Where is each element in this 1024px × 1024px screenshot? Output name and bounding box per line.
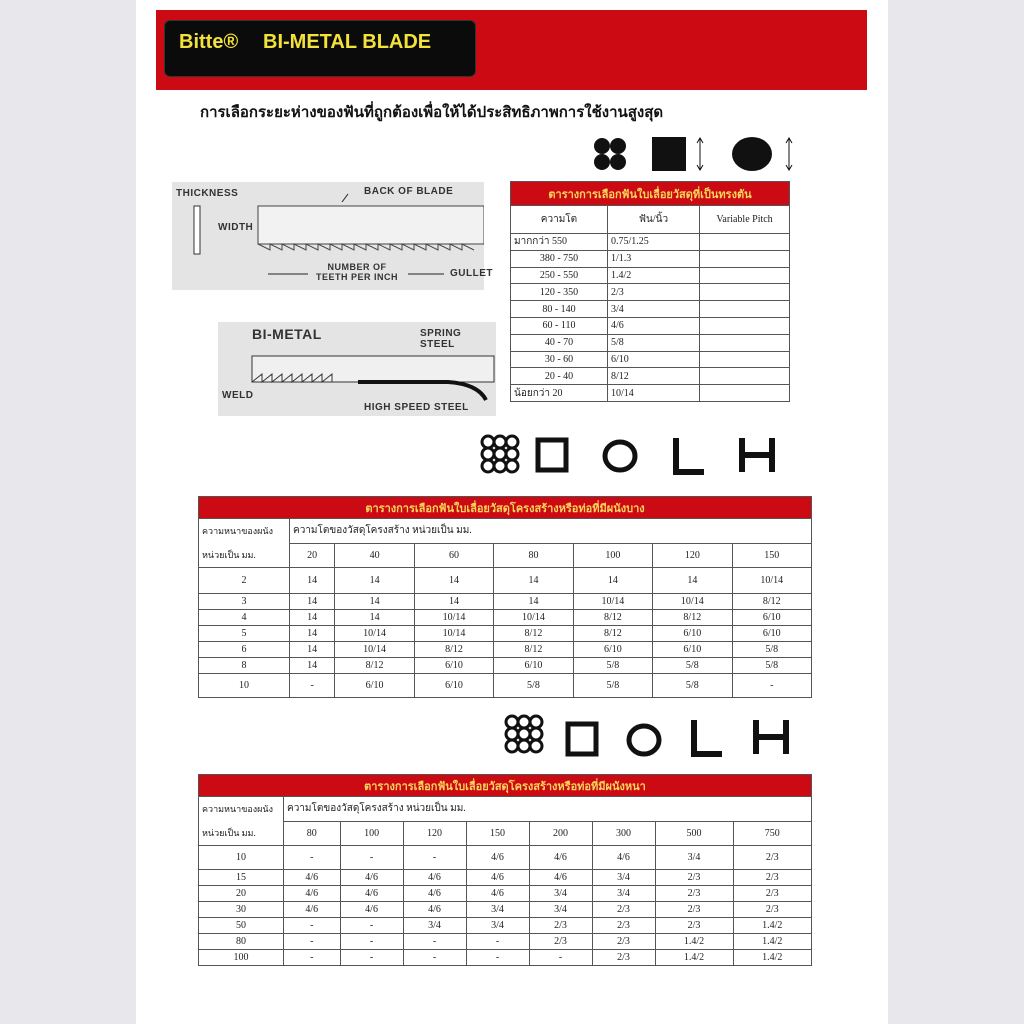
tpi-cell: 5/8 bbox=[653, 658, 732, 674]
tpi-cell: - bbox=[284, 934, 341, 950]
column-header: 150 bbox=[466, 821, 529, 846]
tpi-cell: 14 bbox=[335, 594, 414, 610]
solid-material-table bbox=[510, 181, 790, 402]
column-header: 100 bbox=[573, 543, 652, 568]
page-subtitle: การเลือกระยะห่างของฟันที่ถูกต้องเพื่อให้ได้ประสิทธิภาพการใช้งานสูงสุด bbox=[200, 103, 664, 121]
tpi-cell: 3/4 bbox=[403, 918, 466, 934]
tpi-cell: 2/3 bbox=[592, 950, 655, 966]
tpi-cell: - bbox=[284, 950, 341, 966]
tpi-cell: 6/10 bbox=[414, 674, 493, 698]
tpi-cell: 14 bbox=[414, 594, 493, 610]
table3-row-header-line1: ความหนาของผนัง bbox=[202, 804, 273, 814]
weld-label: WELD bbox=[222, 390, 254, 401]
tpi-cell: 2/3 bbox=[655, 886, 733, 902]
width-label: WIDTH bbox=[218, 222, 254, 233]
tpi-cell: 2/3 bbox=[733, 902, 811, 918]
tpi-cell: 4/6 bbox=[608, 317, 700, 334]
table1-row bbox=[511, 250, 790, 267]
wall-thickness-cell: 20 bbox=[199, 886, 284, 902]
tpi-cell: 4/6 bbox=[466, 870, 529, 886]
tpi-cell: 3/4 bbox=[529, 902, 592, 918]
tpi-cell: 14 bbox=[290, 626, 335, 642]
size-cell: 380 - 750 bbox=[511, 250, 608, 267]
size-cell: น้อยกว่า 20 bbox=[511, 385, 608, 402]
tpi-cell: 2/3 bbox=[733, 870, 811, 886]
table3-row bbox=[199, 870, 812, 886]
structural-profile-icons-1 bbox=[480, 434, 812, 488]
column-header: 40 bbox=[335, 543, 414, 568]
variable-pitch-cell bbox=[700, 250, 790, 267]
table2-group-header: ความโตของวัสดุโครงสร้าง หน่วยเป็น มม. bbox=[290, 519, 812, 544]
tpi-cell: 10/14 bbox=[335, 626, 414, 642]
table2-row bbox=[199, 568, 812, 594]
size-cell: 40 - 70 bbox=[511, 334, 608, 351]
table2-row-header-line2: หน่วยเป็น มม. bbox=[202, 550, 256, 560]
table1-row bbox=[511, 301, 790, 318]
column-header: 500 bbox=[655, 821, 733, 846]
table3-row bbox=[199, 950, 812, 966]
tpi-cell: 10/14 bbox=[573, 594, 652, 610]
variable-pitch-cell bbox=[700, 267, 790, 284]
variable-pitch-cell bbox=[700, 334, 790, 351]
tpi-cell: 3/4 bbox=[592, 886, 655, 902]
tpi-cell: - bbox=[403, 846, 466, 870]
tpi-cell: 1.4/2 bbox=[733, 918, 811, 934]
tpi-cell: 8/12 bbox=[732, 594, 811, 610]
tpi-cell: 6/10 bbox=[732, 626, 811, 642]
tpi-cell: 14 bbox=[494, 568, 573, 594]
square-tube-icon bbox=[568, 724, 596, 754]
tpi-cell: 2/3 bbox=[655, 918, 733, 934]
round-bar-icon bbox=[732, 137, 772, 171]
tpi-cell: 5/8 bbox=[608, 334, 700, 351]
table1-row bbox=[511, 234, 790, 251]
tpi-cell: 1.4/2 bbox=[655, 950, 733, 966]
solid-material-icons bbox=[592, 134, 812, 174]
table2-row bbox=[199, 658, 812, 674]
tpi-cell: 4/6 bbox=[403, 886, 466, 902]
tpi-cell: 4/6 bbox=[284, 902, 341, 918]
tpi-cell: 10/14 bbox=[494, 610, 573, 626]
wall-thickness-cell: 4 bbox=[199, 610, 290, 626]
tpi-cell: - bbox=[403, 950, 466, 966]
tpi-cell: 3/4 bbox=[655, 846, 733, 870]
gullet-label: GULLET bbox=[450, 268, 493, 279]
variable-pitch-cell bbox=[700, 351, 790, 368]
wall-thickness-cell: 6 bbox=[199, 642, 290, 658]
table1-row bbox=[511, 351, 790, 368]
table2-row bbox=[199, 642, 812, 658]
h-beam-icon bbox=[742, 438, 772, 472]
tpi-cell: 14 bbox=[290, 642, 335, 658]
wall-thickness-cell: 10 bbox=[199, 846, 284, 870]
tpi-cell: - bbox=[466, 934, 529, 950]
tpi-cell: 4/6 bbox=[466, 886, 529, 902]
tpi-cell: 8/12 bbox=[653, 610, 732, 626]
column-header: 20 bbox=[290, 543, 335, 568]
tpi-cell: 4/6 bbox=[466, 846, 529, 870]
tpi-cell: 1/1.3 bbox=[608, 250, 700, 267]
wall-thickness-cell: 8 bbox=[199, 658, 290, 674]
table1-row bbox=[511, 317, 790, 334]
tpi-cell: 5/8 bbox=[732, 658, 811, 674]
tpi-cell: 14 bbox=[290, 568, 335, 594]
thin-wall-table bbox=[198, 496, 812, 698]
tpi-cell: 4/6 bbox=[529, 870, 592, 886]
tpi-cell: 4/6 bbox=[529, 846, 592, 870]
tpi-cell: 6/10 bbox=[732, 610, 811, 626]
tpi-cell: 2/3 bbox=[655, 902, 733, 918]
tpi-cell: 1.4/2 bbox=[608, 267, 700, 284]
tpi-cell: 2/3 bbox=[592, 902, 655, 918]
angle-profile-icon bbox=[676, 438, 704, 472]
round-tube-icon bbox=[605, 442, 635, 470]
tpi-cell: - bbox=[732, 674, 811, 698]
bimetal-construction-diagram bbox=[218, 322, 496, 416]
tpi-cell: 2/3 bbox=[655, 870, 733, 886]
size-cell: 30 - 60 bbox=[511, 351, 608, 368]
brand-name: Bitte® bbox=[179, 31, 239, 53]
tpi-cell: 6/10 bbox=[335, 674, 414, 698]
variable-pitch-cell bbox=[700, 284, 790, 301]
square-bar-icon bbox=[652, 137, 686, 171]
tpi-cell: 4/6 bbox=[403, 902, 466, 918]
tpi-cell: 14 bbox=[653, 568, 732, 594]
blade-profile-drawing bbox=[172, 182, 484, 290]
tpi-cell: 6/10 bbox=[653, 642, 732, 658]
product-title: BI-METAL BLADE bbox=[263, 31, 432, 53]
column-header: 120 bbox=[653, 543, 732, 568]
table2-column-headers bbox=[199, 543, 812, 568]
size-cell: 20 - 40 bbox=[511, 368, 608, 385]
column-header: 300 bbox=[592, 821, 655, 846]
teeth-per-inch-label: NUMBER OF TEETH PER INCH bbox=[315, 262, 398, 282]
tpi-cell: 5/8 bbox=[653, 674, 732, 698]
tpi-cell: 6/10 bbox=[494, 658, 573, 674]
high-speed-steel-label: HIGH SPEED STEEL bbox=[364, 402, 469, 413]
wall-thickness-cell: 3 bbox=[199, 594, 290, 610]
tpi-cell: - bbox=[340, 846, 403, 870]
tpi-cell: 8/12 bbox=[494, 642, 573, 658]
variable-pitch-cell bbox=[700, 301, 790, 318]
tpi-cell: 14 bbox=[494, 594, 573, 610]
tube-bundle-icon bbox=[506, 716, 542, 752]
table1-row bbox=[511, 284, 790, 301]
table2-caption: ตารางการเลือกฟันใบเลื่อยวัสดุโครงสร้างหรือท่อที่มีผนังบาง bbox=[199, 497, 812, 519]
column-header: 750 bbox=[733, 821, 811, 846]
bimetal-title: BI-METAL bbox=[252, 326, 322, 342]
brand-box bbox=[164, 20, 476, 77]
spring-steel-label: SPRING STEEL bbox=[420, 328, 462, 350]
column-header: 150 bbox=[732, 543, 811, 568]
column-header: 100 bbox=[340, 821, 403, 846]
table2-row bbox=[199, 610, 812, 626]
tpi-cell: 8/12 bbox=[414, 642, 493, 658]
wall-thickness-cell: 100 bbox=[199, 950, 284, 966]
tpi-cell: 14 bbox=[290, 658, 335, 674]
wall-thickness-cell: 30 bbox=[199, 902, 284, 918]
table1-row bbox=[511, 334, 790, 351]
tpi-cell: - bbox=[290, 674, 335, 698]
table3-row bbox=[199, 934, 812, 950]
table3-caption: ตารางการเลือกฟันใบเลื่อยวัสดุโครงสร้างหรือท่อที่มีผนังหนา bbox=[199, 775, 812, 797]
bimetal-profile-drawing bbox=[218, 322, 496, 416]
tpi-cell: 14 bbox=[290, 610, 335, 626]
tpi-cell: 10/14 bbox=[653, 594, 732, 610]
tpi-cell: 2/3 bbox=[592, 918, 655, 934]
size-cell: มากกว่า 550 bbox=[511, 234, 608, 251]
round-tube-icon bbox=[629, 726, 659, 754]
tpi-cell: - bbox=[403, 934, 466, 950]
wall-thickness-cell: 15 bbox=[199, 870, 284, 886]
structural-profile-icons-2 bbox=[504, 714, 820, 770]
tpi-cell: - bbox=[529, 950, 592, 966]
table1-header: ฟัน/นิ้ว bbox=[608, 206, 700, 234]
table3-row bbox=[199, 902, 812, 918]
column-header: 200 bbox=[529, 821, 592, 846]
tpi-cell: 2/3 bbox=[608, 284, 700, 301]
size-cell: 80 - 140 bbox=[511, 301, 608, 318]
tpi-cell: 10/14 bbox=[414, 626, 493, 642]
table3-body bbox=[199, 846, 812, 966]
table1-header: Variable Pitch bbox=[700, 206, 790, 234]
tpi-cell: 2/3 bbox=[733, 846, 811, 870]
tpi-cell: - bbox=[340, 934, 403, 950]
tpi-cell: - bbox=[466, 950, 529, 966]
wall-thickness-cell: 10 bbox=[199, 674, 290, 698]
tpi-cell: 5/8 bbox=[573, 658, 652, 674]
size-cell: 120 - 350 bbox=[511, 284, 608, 301]
wall-thickness-cell: 2 bbox=[199, 568, 290, 594]
variable-pitch-cell bbox=[700, 234, 790, 251]
tpi-cell: 14 bbox=[414, 568, 493, 594]
variable-pitch-cell bbox=[700, 317, 790, 334]
tpi-cell: 2/3 bbox=[733, 886, 811, 902]
tpi-cell: 3/4 bbox=[608, 301, 700, 318]
column-header: 80 bbox=[494, 543, 573, 568]
tpi-cell: 4/6 bbox=[340, 870, 403, 886]
bundle-solid-icon bbox=[594, 138, 626, 170]
tpi-cell: 10/14 bbox=[732, 568, 811, 594]
table1-body bbox=[511, 234, 790, 402]
table2-row bbox=[199, 674, 812, 698]
tpi-cell: 2/3 bbox=[529, 918, 592, 934]
tpi-cell: 1.4/2 bbox=[733, 950, 811, 966]
tpi-cell: 3/4 bbox=[466, 902, 529, 918]
tpi-cell: 8/12 bbox=[608, 368, 700, 385]
tpi-cell: 4/6 bbox=[340, 886, 403, 902]
table1-header: ความโต bbox=[511, 206, 608, 234]
wall-thickness-cell: 5 bbox=[199, 626, 290, 642]
table2-row bbox=[199, 626, 812, 642]
back-of-blade-label: BACK OF BLADE bbox=[364, 186, 454, 197]
tpi-cell: 6/10 bbox=[608, 351, 700, 368]
table3-row bbox=[199, 886, 812, 902]
tpi-cell: 14 bbox=[290, 594, 335, 610]
tpi-cell: 4/6 bbox=[403, 870, 466, 886]
square-tube-icon bbox=[538, 440, 566, 470]
table3-row-header-line2: หน่วยเป็น มม. bbox=[202, 828, 256, 838]
tpi-cell: 2/3 bbox=[592, 934, 655, 950]
tpi-cell: 14 bbox=[335, 610, 414, 626]
size-cell: 60 - 110 bbox=[511, 317, 608, 334]
table3-group-header: ความโตของวัสดุโครงสร้าง หน่วยเป็น มม. bbox=[284, 797, 812, 822]
tpi-cell: 10/14 bbox=[608, 385, 700, 402]
table2-row-header-line1: ความหนาของผนัง bbox=[202, 526, 273, 536]
tube-bundle-icon bbox=[482, 436, 518, 472]
table1-row bbox=[511, 385, 790, 402]
tpi-cell: 2/3 bbox=[529, 934, 592, 950]
table3-column-headers bbox=[199, 821, 812, 846]
tpi-cell: 6/10 bbox=[573, 642, 652, 658]
tpi-cell: 8/12 bbox=[335, 658, 414, 674]
variable-pitch-cell bbox=[700, 368, 790, 385]
tpi-cell: 4/6 bbox=[592, 846, 655, 870]
tpi-cell: 5/8 bbox=[573, 674, 652, 698]
column-header: 120 bbox=[403, 821, 466, 846]
tpi-cell: 4/6 bbox=[340, 902, 403, 918]
column-header: 60 bbox=[414, 543, 493, 568]
tpi-cell: 1.4/2 bbox=[733, 934, 811, 950]
size-cell: 250 - 550 bbox=[511, 267, 608, 284]
tpi-cell: 5/8 bbox=[732, 642, 811, 658]
table2-row-header bbox=[199, 519, 290, 568]
tpi-cell: 14 bbox=[335, 568, 414, 594]
wall-thickness-cell: 50 bbox=[199, 918, 284, 934]
tpi-cell: 8/12 bbox=[494, 626, 573, 642]
tpi-cell: 1.4/2 bbox=[655, 934, 733, 950]
tpi-cell: 10/14 bbox=[335, 642, 414, 658]
table2-body bbox=[199, 568, 812, 698]
tpi-cell: 4/6 bbox=[284, 886, 341, 902]
tpi-cell: 4/6 bbox=[284, 870, 341, 886]
thickness-label: THICKNESS bbox=[176, 188, 239, 199]
thick-wall-table bbox=[198, 774, 812, 966]
tpi-cell: 3/4 bbox=[592, 870, 655, 886]
table3-row bbox=[199, 846, 812, 870]
wall-thickness-cell: 80 bbox=[199, 934, 284, 950]
table1-row bbox=[511, 368, 790, 385]
tpi-cell: 0.75/1.25 bbox=[608, 234, 700, 251]
blade-geometry-diagram bbox=[172, 182, 493, 290]
table3-row bbox=[199, 918, 812, 934]
tpi-cell: - bbox=[340, 950, 403, 966]
angle-profile-icon bbox=[694, 720, 722, 754]
table2-row bbox=[199, 594, 812, 610]
tpi-cell: 14 bbox=[573, 568, 652, 594]
tpi-cell: 8/12 bbox=[573, 626, 652, 642]
tpi-cell: 5/8 bbox=[494, 674, 573, 698]
variable-pitch-cell bbox=[700, 385, 790, 402]
column-header: 80 bbox=[284, 821, 341, 846]
tpi-cell: 8/12 bbox=[573, 610, 652, 626]
tpi-cell: - bbox=[340, 918, 403, 934]
tpi-cell: - bbox=[284, 846, 341, 870]
table1-row bbox=[511, 267, 790, 284]
tpi-cell: - bbox=[284, 918, 341, 934]
tpi-cell: 10/14 bbox=[414, 610, 493, 626]
tpi-cell: 6/10 bbox=[414, 658, 493, 674]
h-beam-icon bbox=[756, 720, 786, 754]
table1-caption: ตารางการเลือกฟันใบเลื่อยวัสดุที่เป็นทรงตัน bbox=[511, 182, 790, 206]
tpi-cell: 6/10 bbox=[653, 626, 732, 642]
table3-row-header bbox=[199, 797, 284, 846]
tpi-cell: 3/4 bbox=[466, 918, 529, 934]
tpi-cell: 3/4 bbox=[529, 886, 592, 902]
